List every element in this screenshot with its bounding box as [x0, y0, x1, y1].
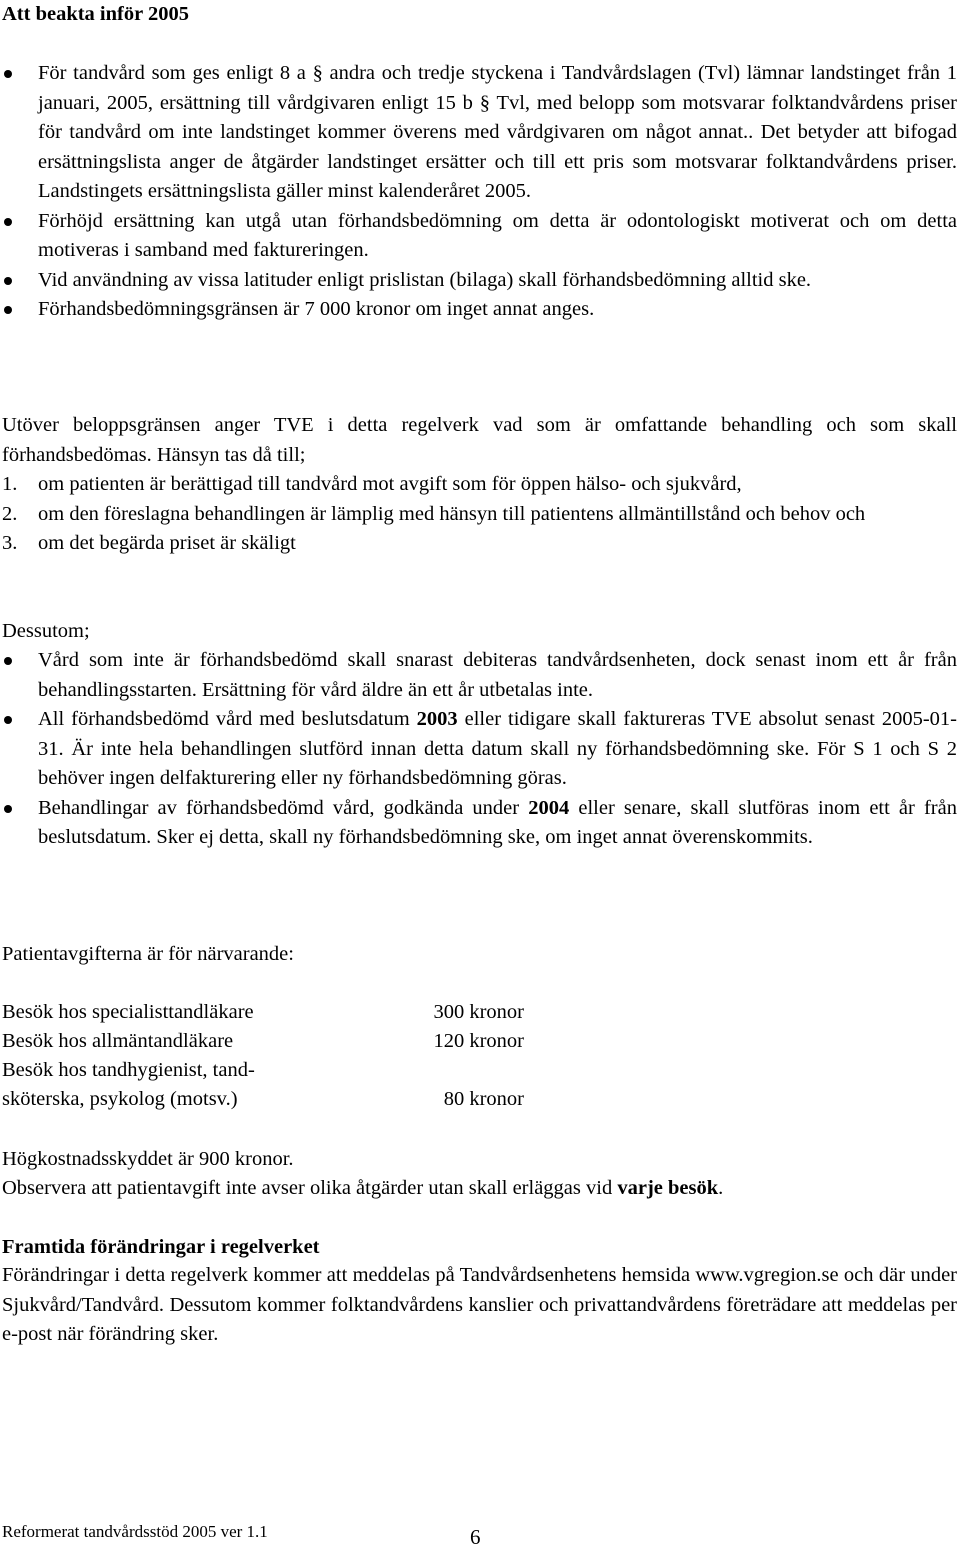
- bullet-text-bold-year: 2004: [528, 796, 570, 819]
- observera-post: .: [718, 1177, 724, 1199]
- bullet-icon: [4, 657, 12, 665]
- section-heading-att-beakta: Att beakta inför 2005: [2, 3, 189, 25]
- bullet-item: [0, 266, 957, 296]
- bullet-icon: [4, 716, 12, 724]
- bullet-text: Förhandsbedömningsgränsen är 7 000 kronor om inget annat anges.: [38, 298, 595, 320]
- bullet-text-pre: All förhandsbedömd vård med beslutsdatum: [38, 708, 417, 730]
- bullet-text-bold-year: 2003: [416, 708, 458, 730]
- fee-value: 120 kronor: [433, 1030, 524, 1052]
- footer-doc-title: Reformerat tandvårdsstöd 2005 ver 1.1: [2, 1522, 268, 1541]
- bullet-icon: [4, 805, 12, 813]
- bullet-text-post: eller senare, skall slutföras inom ett år från beslutsdatum. Sker ej detta, skall ny förhandsbedömning ske, om inget annat överenskommits.: [38, 796, 957, 848]
- bullet-text: Vid användning av vissa latituder enligt prislistan (bilaga) skall förhandsbedömning alltid ske.: [38, 268, 812, 291]
- label-dessutom: Dessutom;: [2, 620, 90, 642]
- observera-bold: varje besök: [617, 1177, 719, 1199]
- bullet-list-dessutom: [0, 646, 957, 853]
- bullet-item: [0, 646, 957, 705]
- fee-label: Besök hos specialisttandläkare: [2, 1001, 254, 1023]
- numbered-list-criteria: [0, 470, 957, 559]
- observera-pre: Observera att patientavgift inte avser olika åtgärder utan skall erläggas vid: [2, 1177, 618, 1199]
- item-number: 1.: [2, 473, 18, 495]
- item-number: 2.: [2, 502, 18, 525]
- fee-row: [2, 998, 532, 1027]
- bullet-text: För tandvård som ges enligt 8 a § andra och tredje styckena i Tandvårdslagen (Tvl) lämnar landstinget från 1 januari, 2005, ersättning till vårdgivaren enligt 15 b § Tvl, med belopp som motsvarar folktandvårdens priser för tandvård om inte landstinget kommer överens med vårdgivaren om något annat.. Det betyder att bifogad ersättningslista anger de åtgärder landstinget ersätter och till ett pris som motsvarar folktandvårdens priser. Landstingets ersättningslista gäller minst kalenderåret 2005.: [38, 62, 957, 202]
- text-observera: [2, 1174, 723, 1203]
- section-heading-framtida: Framtida förändringar i regelverket: [2, 1236, 320, 1258]
- text-hogkostnadsskydd: Högkostnadsskyddet är 900 kronor.: [2, 1148, 294, 1170]
- fee-value: 80 kronor: [443, 1088, 524, 1110]
- bullet-text-pre: Behandlingar av förhandsbedömd vård, godkända under: [38, 796, 529, 819]
- numbered-item: [0, 500, 957, 530]
- paragraph-framtida: Förändringar i detta regelverk kommer att meddelas på Tandvårdsenhetens hemsida www.vgregion.se och där under Sjukvård/Tandvård. Dessutom kommer folktandvårdens kanslier och privattandvårdens företrädare att meddelas per e-post när förändring sker.: [2, 1264, 957, 1345]
- fee-row: [2, 1027, 532, 1056]
- fee-label: [2, 1056, 332, 1114]
- bullet-icon: [4, 218, 12, 226]
- fee-label-line: Besök hos tandhygienist, tand-: [2, 1059, 255, 1081]
- item-number: 3.: [2, 532, 18, 554]
- fee-value: 300 kronor: [433, 1001, 524, 1023]
- item-text: om det begärda priset är skäligt: [38, 532, 296, 554]
- paragraph-utover: Utöver beloppsgränsen anger TVE i detta regelverk vad som är omfattande behandling och som skall förhandsbedömas. Hänsyn tas då till;: [2, 414, 957, 466]
- item-text: om patienten är berättigad till tandvård mot avgift som för öppen hälso- och sjukvård,: [38, 473, 742, 495]
- bullet-text: Vård som inte är förhandsbedömd skall snarast debiteras tandvårdsenheten, dock senast inom ett år från behandlingsstarten. Ersättning för vård äldre än ett år utbetalas inte.: [38, 649, 957, 701]
- numbered-item: [0, 470, 957, 500]
- bullet-text-post: eller tidigare skall faktureras TVE absolut senast 2005-01-31. Är inte hela behandlingen slutförd innan detta datum skall ny förhandsbedömning ske. För S 1 och S 2 behöver ingen delfakturering eller ny förhandsbedömning göras.: [38, 708, 957, 789]
- bullet-icon: [4, 277, 12, 285]
- bullet-list-intro: [0, 59, 957, 325]
- bullet-item: [0, 295, 957, 325]
- bullet-text: Förhöjd ersättning kan utgå utan förhandsbedömning om detta är odontologiskt motiverat och om detta motiveras i samband med faktureringen.: [38, 209, 957, 261]
- bullet-icon: [4, 70, 12, 78]
- item-text: om den föreslagna behandlingen är lämplig med hänsyn till patientens allmäntillstånd och behov och: [38, 502, 866, 525]
- bullet-item: [0, 207, 957, 266]
- label-patientavgifter: Patientavgifterna är för närvarande:: [2, 943, 294, 965]
- bullet-item: [0, 794, 957, 853]
- bullet-icon: [4, 306, 12, 314]
- numbered-item: [0, 529, 957, 559]
- fee-label: Besök hos allmäntandläkare: [2, 1030, 234, 1052]
- fee-row: [2, 1056, 532, 1114]
- fee-label-line: sköterska, psykolog (motsv.): [2, 1088, 238, 1110]
- fee-table: [2, 998, 532, 1114]
- bullet-item: [0, 705, 957, 794]
- bullet-item: [0, 59, 957, 207]
- footer-page-number: 6: [470, 1525, 481, 1549]
